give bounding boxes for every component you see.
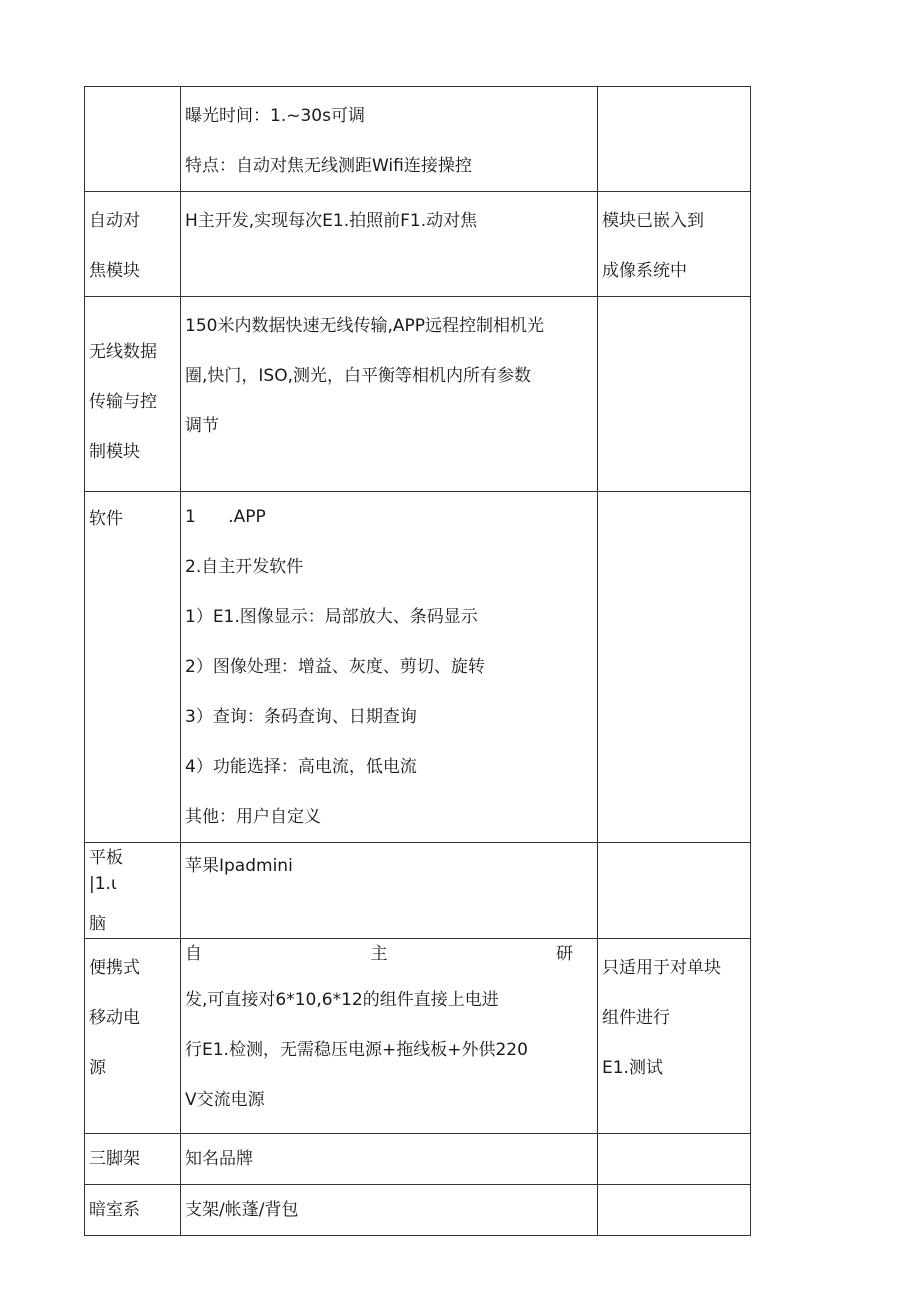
row-content-cell (181, 1185, 598, 1236)
row-note-cell (598, 87, 751, 192)
label-line: 移动电 (89, 1008, 140, 1028)
label-line: |1.ι (89, 874, 117, 894)
table-row (85, 1185, 751, 1236)
row-label-cell (85, 192, 181, 297)
label-line: 无线数据 (89, 342, 157, 362)
content-line: 150米内数据快速无线传输,APP远程控制相机光 (185, 316, 544, 336)
label-line: 传输与控 (89, 392, 157, 412)
row-content-cell (181, 297, 598, 492)
content-line: 3）查询：条码查询、日期查询 (185, 707, 417, 727)
note-line: E1.测试 (602, 1058, 663, 1078)
row-note-cell (598, 297, 751, 492)
table-row (85, 297, 751, 492)
row-content-cell (181, 87, 598, 192)
content-line: 特点：自动对焦无线测距Wifi连接操控 (185, 156, 472, 176)
spread-char: 主 (370, 944, 388, 964)
content-line: 1 .APP (185, 507, 266, 527)
content-line: 4）功能选择：高电流，低电流 (185, 757, 417, 777)
table-row (85, 492, 751, 843)
table-row (85, 1134, 751, 1185)
note-line: 只适用于对单块 (602, 958, 721, 978)
content-line: 知名品牌 (185, 1149, 253, 1169)
row-note-cell (598, 1185, 751, 1236)
content-line: 苹果Ipadmini (185, 856, 293, 876)
table-row (85, 192, 751, 297)
spread-char: 研 (556, 944, 573, 964)
row-content-cell (181, 192, 598, 297)
label-line: 脑 (89, 914, 106, 934)
content-spread-line (185, 939, 595, 969)
row-label-cell (85, 1134, 181, 1185)
label-line: 制模块 (89, 442, 140, 462)
table-row (85, 939, 751, 1134)
row-content-cell (181, 492, 598, 843)
label-line: 源 (89, 1058, 106, 1078)
content-line: H主开发,实现每次E1.拍照前F1.动对焦 (185, 211, 478, 231)
row-content-cell (181, 1134, 598, 1185)
row-label-cell (85, 843, 181, 939)
label-line: 平板 (89, 848, 123, 868)
label-line: 便携式 (89, 958, 140, 978)
content-line: 支架/帐蓬/背包 (185, 1200, 299, 1220)
content-line: 发,可直接对6*10,6*12的组件直接上电进 (185, 990, 499, 1010)
content-line: 1）E1.图像显示：局部放大、条码显示 (185, 607, 478, 627)
spread-char: 自 (185, 944, 202, 964)
label-line: 焦模块 (89, 261, 140, 281)
row-note-cell (598, 939, 751, 1134)
content-line: V交流电源 (185, 1090, 265, 1110)
content-line: 2.自主开发软件 (185, 557, 304, 577)
note-line: 组件进行 (602, 1008, 670, 1028)
label-line: 暗室系 (89, 1200, 140, 1220)
row-label-cell (85, 939, 181, 1134)
content-line: 行E1.检测，无需稳压电源+拖线板+外供220 (185, 1040, 528, 1060)
table-row (85, 87, 751, 192)
label-line: 三脚架 (89, 1149, 140, 1169)
row-note-cell (598, 843, 751, 939)
content-line: 2）图像处理：增益、灰度、剪切、旋转 (185, 657, 485, 677)
row-note-cell (598, 1134, 751, 1185)
row-content-cell (181, 939, 598, 1134)
label-line: 软件 (89, 509, 123, 529)
note-line: 模块已嵌入到 (602, 211, 704, 231)
row-label-cell (85, 1185, 181, 1236)
row-label-cell (85, 492, 181, 843)
content-line: 曝光时间：1.~30s可调 (185, 106, 365, 126)
label-line: 自动对 (89, 211, 140, 231)
row-content-cell (181, 843, 598, 939)
row-label-cell (85, 87, 181, 192)
note-line: 成像系统中 (602, 261, 687, 281)
row-label-cell (85, 297, 181, 492)
table-row (85, 843, 751, 939)
content-line: 其他：用户自定义 (185, 807, 321, 827)
content-line: 调节 (185, 416, 219, 436)
spec-table (84, 86, 751, 1236)
row-note-cell (598, 492, 751, 843)
row-note-cell (598, 192, 751, 297)
content-line: 圈,快门，ISO,测光，白平衡等相机内所有参数 (185, 366, 531, 386)
